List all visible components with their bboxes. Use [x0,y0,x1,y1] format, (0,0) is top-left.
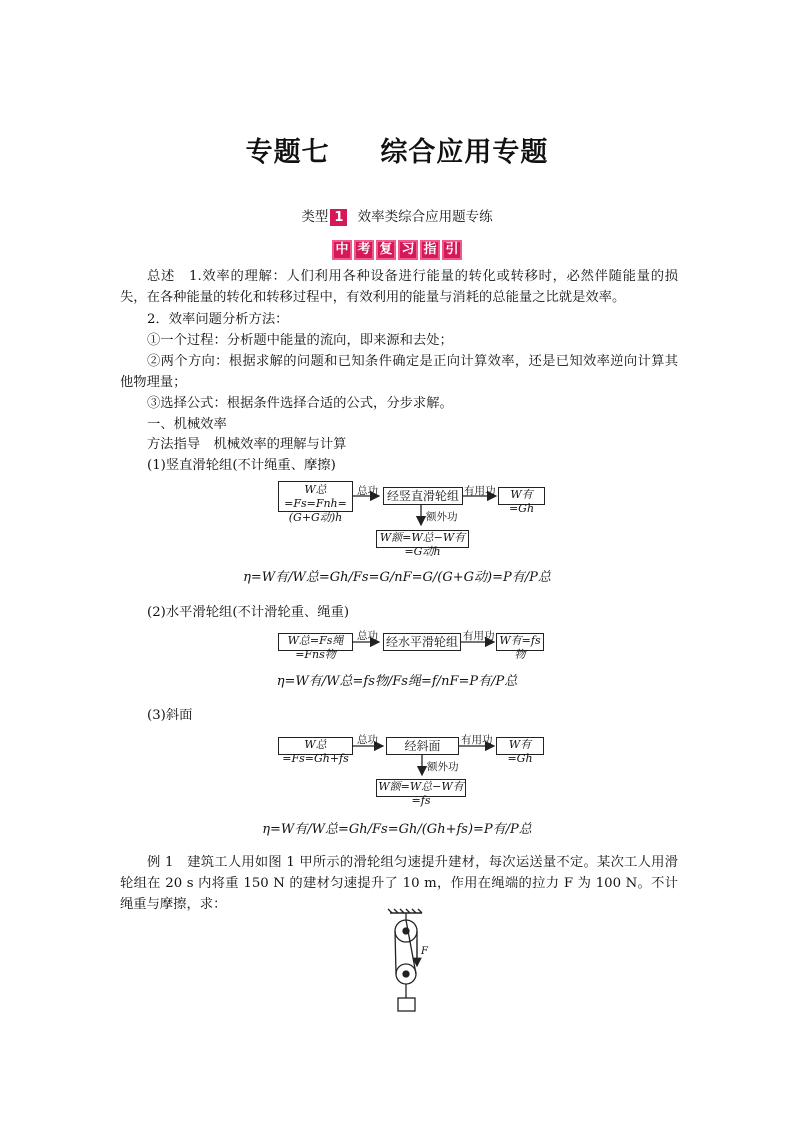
flow1-extra-label: 额外功 [426,511,458,523]
subheading-horizontal-pulley: (2)水平滑轮组(不计滑轮重、绳重) [147,605,350,620]
flow1-useful-work-box: W有=Gh [498,487,545,505]
method-step-1: ①一个过程：分析题中能量的流向，即来源和去处； [147,333,453,348]
flow2-total-label: 总功 [357,630,378,642]
formula-vertical-pulley: η=W有/W总=Gh/Fs=G/nF=G/(G+G动)=P有/P总 [243,570,551,585]
guide-char: 中 [332,240,352,260]
force-label: F [421,946,428,957]
guide-char: 复 [376,240,396,260]
method-guide-heading: 方法指导 机械效率的理解与计算 [147,437,347,452]
flow3-useful-label: 有用功 [461,734,493,746]
title-part1: 专题七 [245,137,330,168]
title-part2: 综合应用专题 [380,137,549,168]
formula-horizontal-pulley: η=W有/W总=fs物/Fs绳=f/nF=P有/P总 [276,674,518,689]
type-text: 效率类综合应用题专练 [357,209,493,225]
flow1-useful-label: 有用功 [464,485,496,497]
method-step-2: ②两个方向：根据求解的问题和已知条件确定是正向计算效率，还是已知效率逆向计算其他物理量； [120,354,678,390]
method-step-3: ③选择公式：根据条件选择合适的公式，分步求解。 [147,396,453,411]
subheading-incline: (3)斜面 [147,708,193,723]
flow1-total-label: 总功 [357,485,378,497]
guide-char: 习 [398,240,418,260]
flow3-process-box: 经斜面 [386,737,459,755]
guide-char: 引 [442,240,462,260]
flow1-process-box: 经竖直滑轮组 [383,487,463,505]
section-heading: 一、机械效率 [147,417,227,432]
flow2-useful-work-box: W有=fs物 [496,633,544,651]
type-number-badge: 1 [330,209,347,226]
summary-paragraph: 总述 1.效率的理解：人们利用各种设备进行能量的转化或转移时，必然伴随能量的损失，在各种能量的转化和转移过程中，有效利用的能量与消耗的总能量之比就是效率。 [120,269,678,305]
flow3-total-work-box: W总=Fs=Gh+fs [278,737,353,755]
flow3-extra-label: 额外功 [427,761,459,773]
flow3-total-label: 总功 [357,734,378,746]
guide-char: 指 [420,240,440,260]
example-1-text: 例 1 建筑工人用如图 1 甲所示的滑轮组匀速提升建材，每次运送量不定。某次工人用滑轮组在 20 s 内将重 150 N 的建材匀速提升了 10 m，作用在绳端的拉力 F 为 100 N。不计绳重与摩擦，求： [120,855,678,912]
flow2-useful-label: 有用功 [463,630,495,642]
formula-incline: η=W有/W总=Gh/Fs=Gh/(Gh+fs)=P有/P总 [262,822,532,837]
type-prefix: 类型 [301,209,329,225]
flow3-extra-work-box: W额=W总−W有=fs [376,779,466,797]
guide-char: 考 [354,240,374,260]
flow1-total-work-box: W总=Fs=Fnh=(G+G动)h [278,481,353,512]
flow2-process-box: 经水平滑轮组 [383,633,461,651]
subheading-vertical-pulley: (1)竖直滑轮组(不计绳重、摩擦) [147,458,336,473]
flow3-useful-work-box: W有=Gh [496,737,544,755]
method-heading: 2．效率问题分析方法： [147,312,289,327]
flow2-total-work-box: W总=Fs绳=Fns物 [278,633,353,651]
flow1-extra-work-box: W额=W总−W有=G动h [376,530,469,548]
